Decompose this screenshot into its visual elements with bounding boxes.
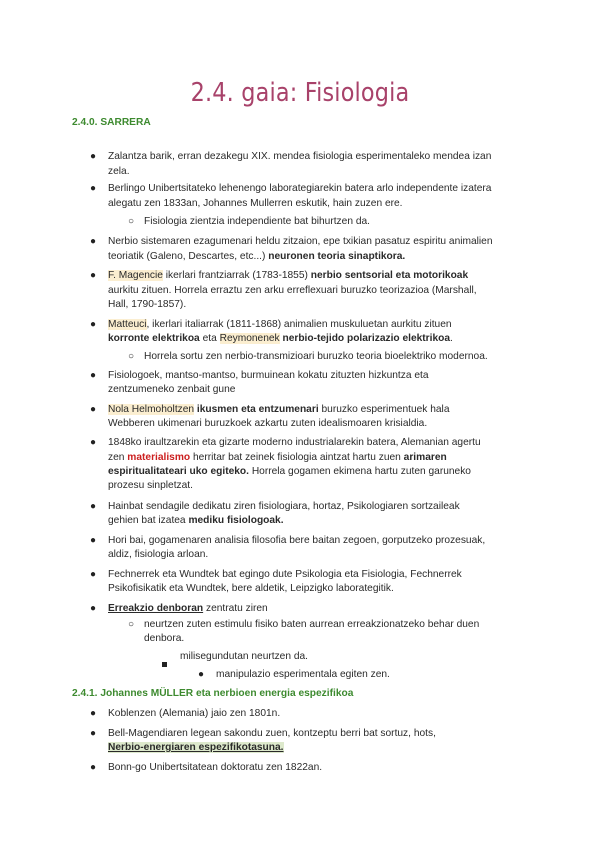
- highlighted-name: Nola Helmoholtzen: [108, 404, 195, 415]
- sub-sub-list-item: milisegundutan neurtzen da.: [180, 651, 308, 662]
- list-item-cont: aldiz, fisiologia arloan.: [108, 549, 209, 560]
- text-run: Horrela gogamen ekimena hartu zuten garuneko: [251, 466, 471, 477]
- list-item-cont: [108, 513, 284, 529]
- bullet-circle-icon: ○: [128, 351, 135, 362]
- sub-list-item: Horrela sortu zen nerbio-transmizioari buruzko teoria bioelektriko modernoa.: [144, 351, 488, 362]
- page-title: 2.4. gaia: Fisiologia: [190, 78, 410, 108]
- section-heading-sarrera: 2.4.0. SARRERA: [72, 117, 151, 128]
- sub-sub-sub-list-item: manipulazio esperimentala egiten zen.: [216, 669, 390, 680]
- list-item: Fechnerrek eta Wundtek bat egingo dute Psikologia eta Fisiologia, Fechnerrek: [108, 569, 462, 580]
- list-item: Fisiologoek, mantso-mantso, burmuinean kokatu zituzten hizkuntza eta: [108, 370, 429, 381]
- bullet-dot-icon: ●: [90, 404, 97, 415]
- bold-term: arimaren: [403, 452, 447, 463]
- bullet-dot-icon: ●: [90, 603, 97, 614]
- bullet-circle-icon: ○: [128, 619, 135, 630]
- bullet-dot-icon: ●: [90, 708, 97, 719]
- list-item-cont: [108, 249, 405, 265]
- list-item-cont: prozesu sinpletzat.: [108, 480, 193, 491]
- red-term: materialismo: [127, 452, 191, 463]
- list-item: Berlingo Unibertsitateko lehenengo laborategiarekin batera arlo independente izatera: [108, 183, 492, 194]
- list-item: Bell-Magendiaren legean sakondu zuen, kontzeptu berri bat sortuz, hots,: [108, 728, 436, 739]
- bold-term: korronte elektrikoa: [108, 333, 200, 344]
- bullet-dot-icon: ●: [90, 183, 97, 194]
- bold-term: espiritualitateari uko egiteko.: [108, 466, 249, 477]
- list-item-cont: Hall, 1790-1857).: [108, 299, 187, 310]
- text-run: eta: [202, 333, 217, 344]
- highlighted-name: Reymonenek: [219, 333, 280, 344]
- list-item-cont: [108, 740, 284, 756]
- text-run: gehien bat izatea: [108, 515, 186, 526]
- list-item-cont: korronte elektrikoa eta Reymonenek nerbio-tejido polarizazio elektrikoa.: [108, 333, 453, 344]
- bold-highlighted-term: Nerbio-energiaren espezifikotasuna.: [108, 742, 284, 753]
- list-item-cont: Webberen ukimenari buruzkoek azkartu zuten idealismoaren krisialdia.: [108, 418, 428, 429]
- list-item: [108, 601, 268, 617]
- highlighted-name: Matteuci: [108, 319, 147, 330]
- bullet-dot-icon: ●: [90, 569, 97, 580]
- bullet-dot-icon: ●: [90, 236, 97, 247]
- bullet-dot-icon: ●: [90, 370, 97, 381]
- list-item: [108, 268, 468, 284]
- text-run: buruzko esperimentuek hala: [321, 404, 450, 415]
- bullet-dot-icon: ●: [90, 151, 97, 162]
- bold-term: mediku fisiologoak.: [188, 515, 284, 526]
- highlighted-name: F. Magencie: [108, 270, 163, 281]
- bullet-dot-icon: ●: [198, 669, 205, 680]
- list-item: Hori bai, gogamenaren analisia filosofia bere baitan zegoen, gorputzeko prozesuak,: [108, 535, 486, 546]
- bold-underlined-term: Erreakzio denboran: [108, 603, 204, 614]
- sub-list-item: Fisiologia zientzia independiente bat bihurtzen da.: [144, 216, 370, 227]
- sub-list-item: neurtzen zuten estimulu fisiko baten aurrean erreakzionatzeko behar duen: [144, 619, 480, 630]
- text-run: zen: [108, 452, 125, 463]
- bold-term: neuronen teoria sinaptikora.: [268, 251, 406, 262]
- text-run: zentratu ziren: [205, 603, 268, 614]
- text-run: teoriatik (Galeno, Descartes, etc...): [108, 251, 266, 262]
- list-item: Koblenzen (Alemania) jaio zen 1801n.: [108, 708, 281, 719]
- bullet-dot-icon: ●: [90, 501, 97, 512]
- bullet-dot-icon: ●: [90, 762, 97, 773]
- list-item-cont: zela.: [108, 166, 130, 177]
- bullet-square-icon: [162, 654, 167, 672]
- text-run: herritar bat zeinek fisiologia aintzat hartu zuen: [192, 452, 401, 463]
- bullet-circle-icon: ○: [128, 216, 135, 227]
- text-run: , ikerlari italiarrak (1811-1868) animalien muskuluetan aurkitu zituen: [146, 319, 452, 330]
- list-item-cont: zentzumeneko zenbait gune: [108, 384, 236, 395]
- bold-term: nerbio-tejido polarizazio elektrikoa: [282, 333, 451, 344]
- section-heading-muller: 2.4.1. Johannes MÜLLER eta nerbioen energia espezifikoa: [72, 688, 354, 699]
- sub-list-item-cont: denbora.: [144, 633, 185, 644]
- bullet-dot-icon: ●: [90, 270, 97, 281]
- bullet-dot-icon: ●: [90, 437, 97, 448]
- list-item-cont: Psikofisikatik eta Wundtek, bere aldetik, Leipzigko laborategitik.: [108, 583, 394, 594]
- list-item: Bonn-go Unibertsitatean doktoratu zen 1822an.: [108, 762, 323, 773]
- list-item: Hainbat sendagile dedikatu ziren fisiologiara, hortaz, Psikologiaren sortzaileak: [108, 501, 460, 512]
- list-item-cont: alegatu zen 1833an, Johannes Mullerren eskutik, hain zuzen ere.: [108, 198, 403, 209]
- bullet-dot-icon: ●: [90, 728, 97, 739]
- bold-term: ikusmen eta entzumenari: [196, 404, 319, 415]
- list-item: 1848ko iraultzarekin eta gizarte moderno industrialarekin batera, Alemanian agertu: [108, 437, 481, 448]
- bullet-dot-icon: ●: [90, 319, 97, 330]
- text-run: ikerlari frantziarrak (1783-1855): [165, 270, 308, 281]
- bullet-dot-icon: ●: [90, 535, 97, 546]
- list-item: Nerbio sistemaren ezagumenari heldu zitzaion, epe txikian pasatuz espiritu animalien: [108, 236, 493, 247]
- list-item: Zalantza barik, erran dezakegu XIX. mendea fisiologia esperimentaleko mendea izan: [108, 151, 492, 162]
- bold-term: nerbio sentsorial eta motorikoak: [310, 270, 469, 281]
- list-item-cont: aurkitu zituen. Horrela erraztu zen arku erreflexuari buruzko teorizazioa (Marshall,: [108, 285, 477, 296]
